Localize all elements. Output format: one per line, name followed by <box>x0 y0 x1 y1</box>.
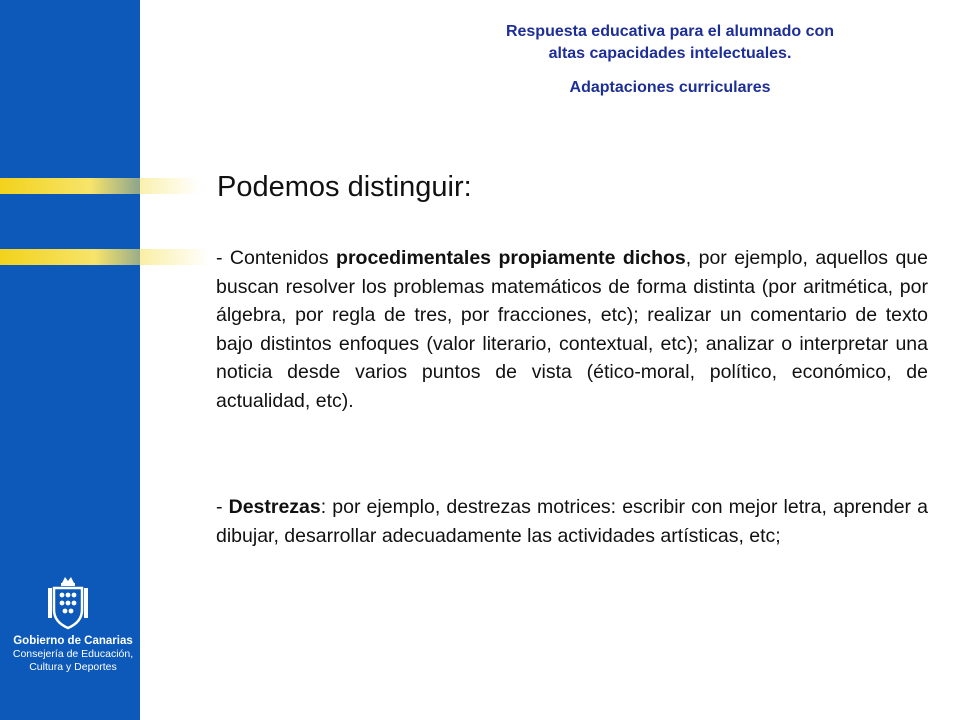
section-heading: Podemos distinguir: <box>217 171 472 203</box>
paragraph2-text: : por ejemplo, destrezas motrices: escribir con mejor letra, aprender a dibujar, desarrollar adecuadamente las actividades artísticas, etc; <box>216 496 928 547</box>
organization-name: Gobierno de Canarias <box>13 635 133 647</box>
paragraph2-bold-term: Destrezas <box>228 496 321 518</box>
header-line-1: Respuesta educativa para el alumnado con <box>505 23 835 40</box>
department-line-1: Consejería de Educación, <box>12 648 134 660</box>
paragraph1-bold-term: procedimentales propiamente dichos <box>336 247 686 269</box>
header-subtitle: Adaptaciones curriculares <box>569 79 771 96</box>
yellow-stripe-bottom <box>0 249 210 265</box>
header-line-2: altas capacidades intelectuales. <box>548 45 792 62</box>
paragraph-skills <box>216 493 928 550</box>
yellow-stripe-top <box>0 178 200 194</box>
organization-logo <box>8 634 138 674</box>
paragraph1-prefix: - Contenidos <box>216 247 337 269</box>
department-line-2: Cultura y Deportes <box>29 661 117 673</box>
paragraph2-prefix: - <box>216 496 229 518</box>
paragraph-procedural-contents <box>216 244 928 415</box>
paragraph1-text: , por ejemplo, aquellos que buscan resolver los problemas matemáticos de forma distinta (por aritmética, por álgebra, por regla de tres, por fracciones, etc); realizar un comentario de texto bajo distintos enfoques (valor literario, contextual, etc); analizar o interpretar una noticia desde varios puntos de vista (ético-moral, político, económico, de actualidad, etc). <box>216 247 928 412</box>
slide-header <box>440 21 900 99</box>
coat-of-arms-icon <box>46 574 90 632</box>
